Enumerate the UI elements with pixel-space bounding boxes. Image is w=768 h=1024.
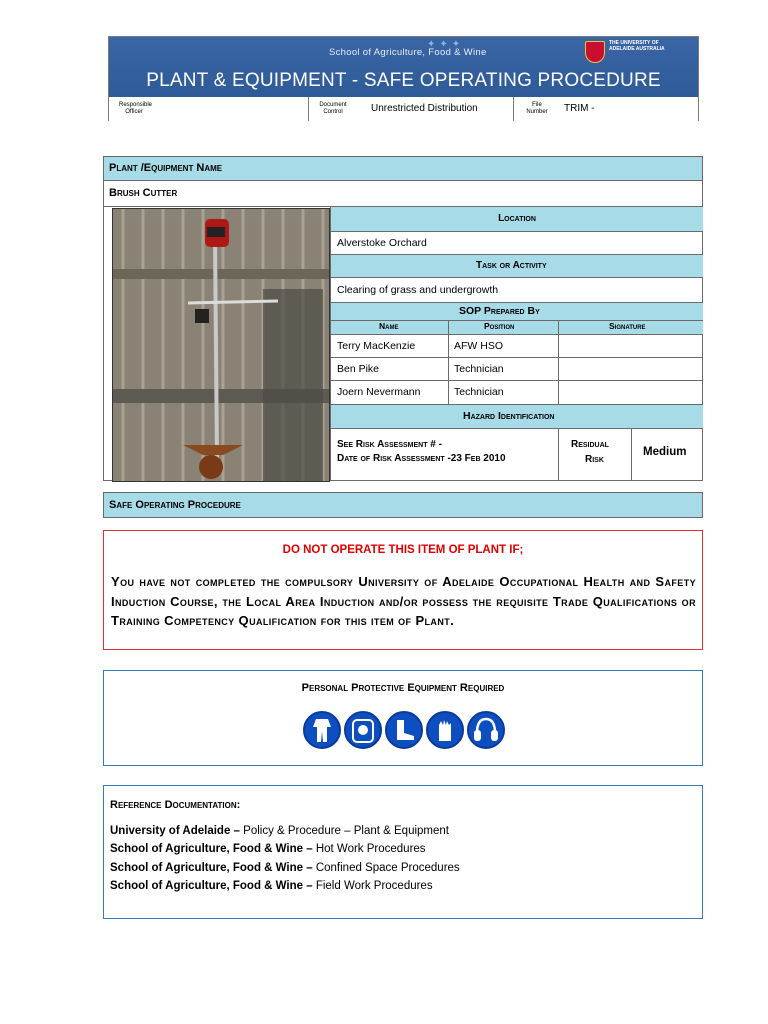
warning-body: You have not completed the compulsory University of Adelaide Occupational Health and Safety Induction Course, the Local Area Induction and/or possess the requisite Trade Qualifications or Training Competency Qualification for this item of Plant. (111, 574, 696, 628)
document-control-value: Unrestricted Distribution (371, 103, 478, 114)
risk-row (331, 429, 703, 481)
reference-document: Policy & Procedure – Plant & Equipment (239, 825, 449, 837)
column-divider (558, 429, 559, 481)
ppe-title: Personal Protective Equipment Required (301, 682, 505, 694)
reference-document: Field Work Procedures (312, 880, 433, 892)
reference-source: School of Agriculture, Food & Wine – (110, 862, 313, 874)
ear-protection-icon (467, 711, 505, 749)
column-divider (631, 429, 632, 481)
preparer-position: Technician (454, 363, 504, 375)
preparer-name: Joern Nevermann (337, 386, 421, 398)
preparers-column-headers (331, 321, 703, 335)
overalls-icon (303, 711, 341, 749)
responsible-officer-label: Responsible Officer (119, 102, 153, 115)
column-divider (558, 335, 559, 357)
safety-boots-icon (385, 711, 423, 749)
star-decoration: ✦✦✦ (427, 39, 465, 50)
reference-title: Reference Documentation: (110, 799, 241, 811)
task-value: Clearing of grass and undergrowth (337, 284, 499, 296)
face-shield-icon (344, 711, 382, 749)
location-header-row (331, 207, 703, 232)
preparer-row (331, 335, 703, 358)
reference-source: School of Agriculture, Food & Wine – (110, 880, 313, 892)
reference-source: School of Agriculture, Food & Wine – (110, 843, 313, 855)
col-signature-header: Signature (609, 321, 646, 331)
reference-source: University of Adelaide – (110, 825, 240, 837)
sop-header-bar (103, 492, 703, 518)
reference-document: Confined Space Procedures (312, 862, 460, 874)
plant-name-value: Brush Cutter (109, 187, 178, 199)
file-number-cell (514, 97, 700, 121)
residual-risk-value: Medium (643, 446, 687, 458)
reference-box (103, 785, 703, 919)
col-position-header: Position (484, 321, 515, 331)
file-number-label: File Number (526, 102, 548, 115)
responsible-officer-cell (109, 97, 309, 121)
university-crest-icon (585, 41, 605, 63)
column-divider (558, 321, 559, 334)
preparer-name: Ben Pike (337, 363, 380, 375)
page-title: PLANT & EQUIPMENT - SAFE OPERATING PROCEDURE (146, 70, 661, 91)
document-control-strip (109, 97, 698, 121)
col-name-header: Name (379, 321, 399, 331)
ppe-box (103, 670, 703, 766)
hazard-header: Hazard Identification (463, 410, 555, 422)
hazard-header-row (331, 405, 703, 429)
warning-title: DO NOT OPERATE THIS ITEM OF PLANT IF; (282, 544, 524, 556)
prepared-header: SOP Prepared By (459, 305, 540, 317)
preparer-name: Terry MacKenzie (337, 340, 416, 352)
reference-line (110, 862, 460, 874)
reference-document: Hot Work Procedures (312, 843, 426, 855)
header-banner (109, 37, 698, 97)
plant-details-right (330, 207, 703, 481)
task-row (331, 278, 703, 303)
school-name: School of Agriculture, Food & Wine (329, 47, 487, 58)
column-divider (558, 358, 559, 380)
column-divider (558, 381, 559, 404)
sop-header: Safe Operating Procedure (109, 499, 241, 511)
residual-risk-label-1: Residual (571, 439, 609, 450)
document-header (108, 36, 699, 121)
risk-assessment-ref: See Risk Assessment # - (337, 439, 442, 450)
preparer-row (331, 358, 703, 381)
location-value: Alverstoke Orchard (337, 237, 427, 249)
column-divider (448, 381, 449, 404)
reference-line (110, 843, 426, 855)
plant-name-row (104, 181, 702, 207)
preparer-position: Technician (454, 386, 504, 398)
warning-box (103, 530, 703, 650)
gloves-icon (426, 711, 464, 749)
reference-line (110, 880, 433, 892)
preparer-position: AFW HSO (454, 340, 503, 352)
preparer-row (331, 381, 703, 405)
plant-details-table (103, 156, 703, 481)
file-number-value: TRIM - (564, 103, 595, 114)
plant-name-header-row (104, 157, 702, 181)
prepared-header-row (331, 303, 703, 321)
task-header: Task or Activity (476, 260, 547, 271)
ppe-icon-row (303, 711, 507, 751)
column-divider (448, 358, 449, 380)
equipment-photo (112, 208, 330, 482)
location-row (331, 232, 703, 255)
document-control-cell (309, 97, 514, 121)
column-divider (448, 321, 449, 334)
reference-line (110, 825, 449, 837)
column-divider (448, 335, 449, 357)
residual-risk-label-2: Risk (585, 454, 604, 465)
university-logo-text: THE UNIVERSITY OF ADELAIDE AUSTRALIA (609, 40, 665, 52)
plant-name-header: Plant /Equipment Name (109, 162, 223, 174)
document-control-label: Document Control (319, 102, 347, 115)
risk-assessment-date: Date of Risk Assessment -23 Feb 2010 (337, 453, 506, 464)
task-header-row (331, 255, 703, 278)
location-header: Location (498, 213, 536, 224)
